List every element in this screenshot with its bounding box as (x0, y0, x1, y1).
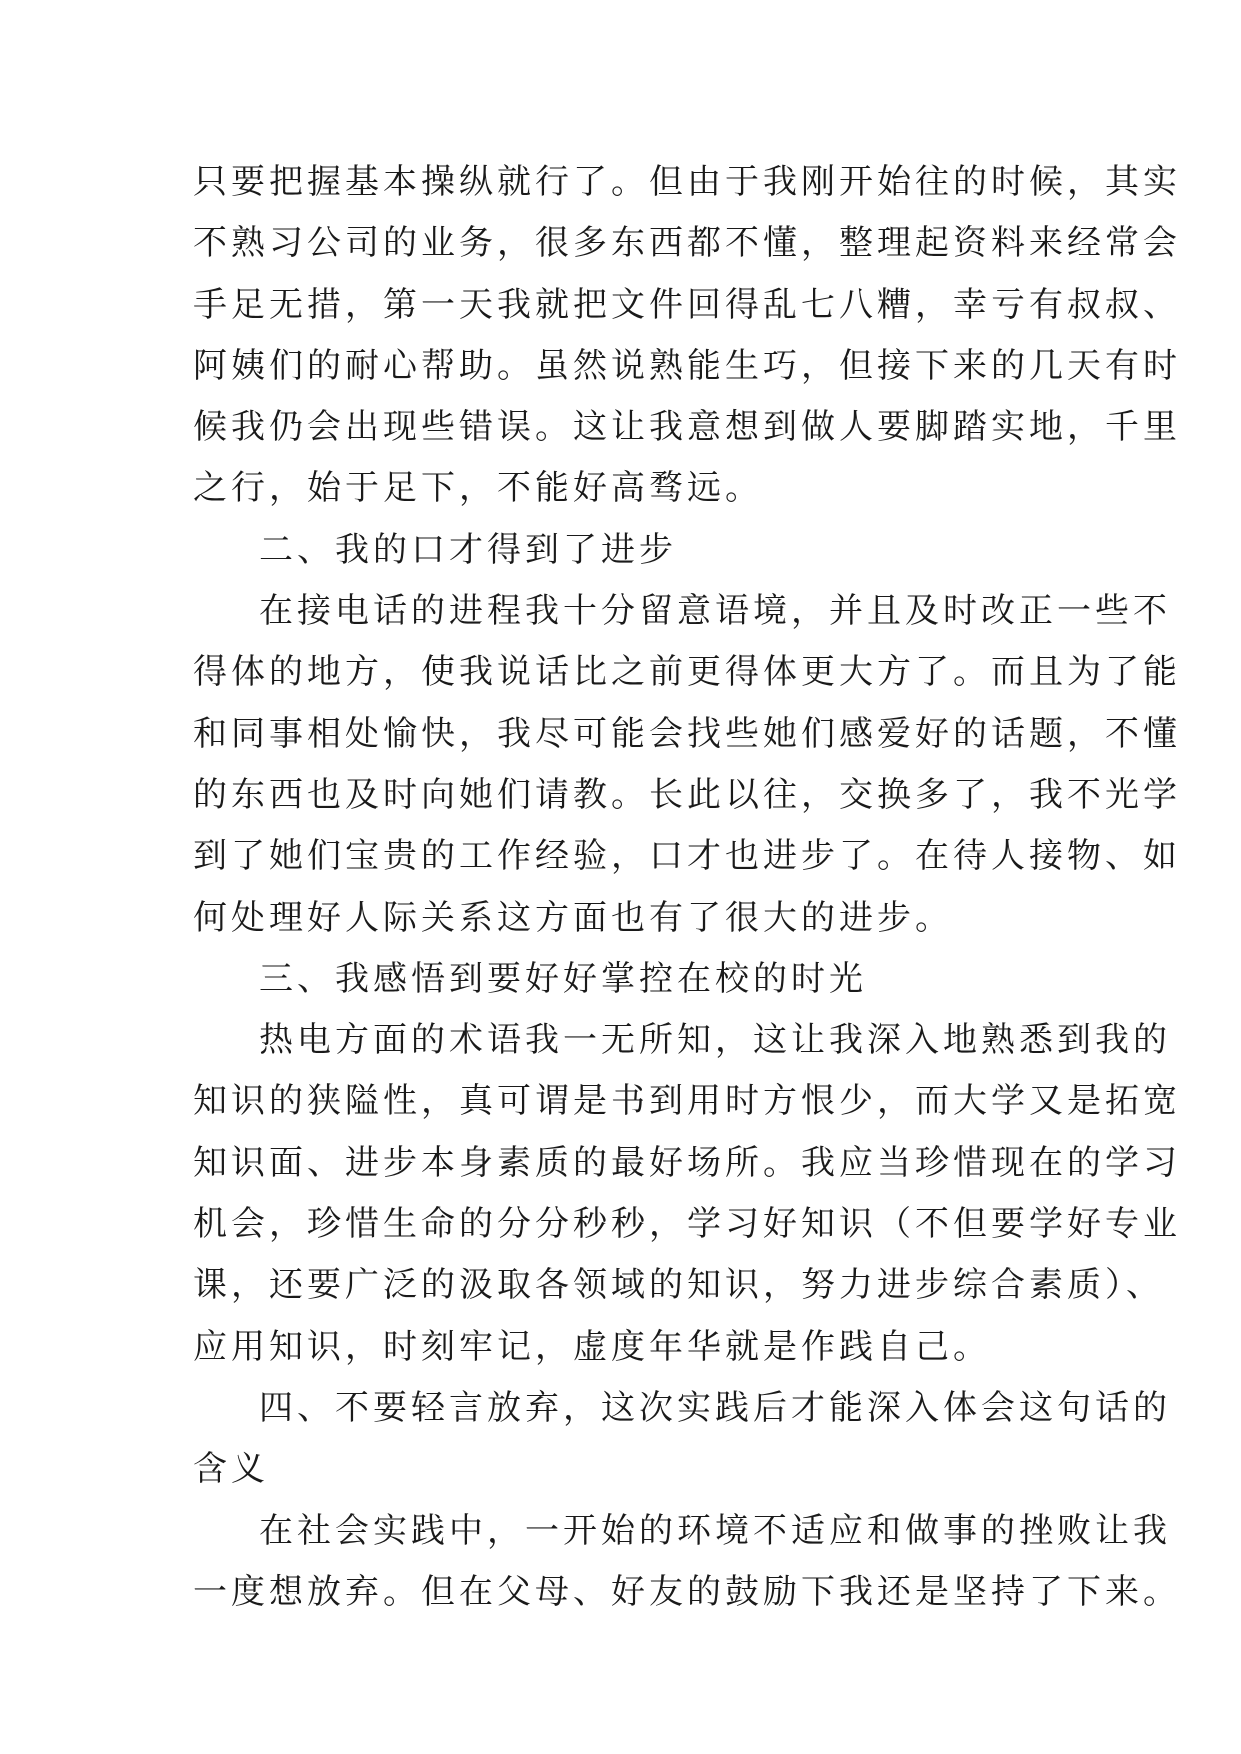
text-line: 机会，珍惜生命的分分秒秒，学习好知识（不但要学好专业 (193, 1204, 1181, 1245)
document-body (193, 152, 1181, 1623)
text-line: 知识面、进步本身素质的最好场所。我应当珍惜现在的学习 (193, 1142, 1181, 1183)
text-line: 不熟习公司的业务，很多东西都不懂，整理起资料来经常会 (193, 223, 1181, 264)
text-line: 应用知识，时刻牢记，虚度年华就是作践自己。 (193, 1326, 991, 1367)
text-line: 在社会实践中，一开始的环境不适应和做事的挫败让我 (259, 1510, 1171, 1551)
text-line: 热电方面的术语我一无所知，这让我深入地熟悉到我的 (259, 1020, 1171, 1061)
text-line: 知识的狭隘性，真可谓是书到用时方恨少，而大学又是拓宽 (193, 1081, 1181, 1122)
text-line: 课，还要广泛的汲取各领域的知识，努力进步综合素质）、 (193, 1265, 1164, 1306)
text-line: 只要把握基本操纵就行了。但由于我刚开始往的时候，其实 (193, 162, 1181, 202)
text-line: 到了她们宝贵的工作经验，口才也进步了。在待人接物、如 (193, 836, 1181, 877)
text-line: 候我仍会出现些错误。这让我意想到做人要脚踏实地，千里 (193, 407, 1181, 448)
text-line: 含义 (193, 1449, 269, 1490)
text-line: 四、不要轻言放弃，这次实践后才能深入体会这句话的 (259, 1387, 1171, 1428)
text-line: 手足无措，第一天我就把文件回得乱七八糟，幸亏有叔叔、 (193, 284, 1181, 325)
text-line: 的东西也及时向她们请教。长此以往，交换多了，我不光学 (193, 774, 1181, 815)
text-line: 和同事相处愉快，我尽可能会找些她们感爱好的话题，不懂 (193, 713, 1181, 754)
text-line: 三、我感悟到要好好掌控在校的时光 (259, 958, 867, 999)
text-line: 在接电话的进程我十分留意语境，并且及时改正一些不 (259, 591, 1171, 632)
text-line: 何处理好人际关系这方面也有了很大的进步。 (193, 897, 953, 938)
text-line: 得体的地方，使我说话比之前更得体更大方了。而且为了能 (193, 652, 1181, 693)
text-line: 一度想放弃。但在父母、好友的鼓励下我还是坚持了下来。 (193, 1571, 1181, 1612)
text-line: 二、我的口才得到了进步 (259, 529, 677, 570)
text-line: 阿姨们的耐心帮助。虽然说熟能生巧，但接下来的几天有时 (193, 345, 1181, 386)
text-line: 之行，始于足下，不能好高骛远。 (193, 468, 763, 509)
